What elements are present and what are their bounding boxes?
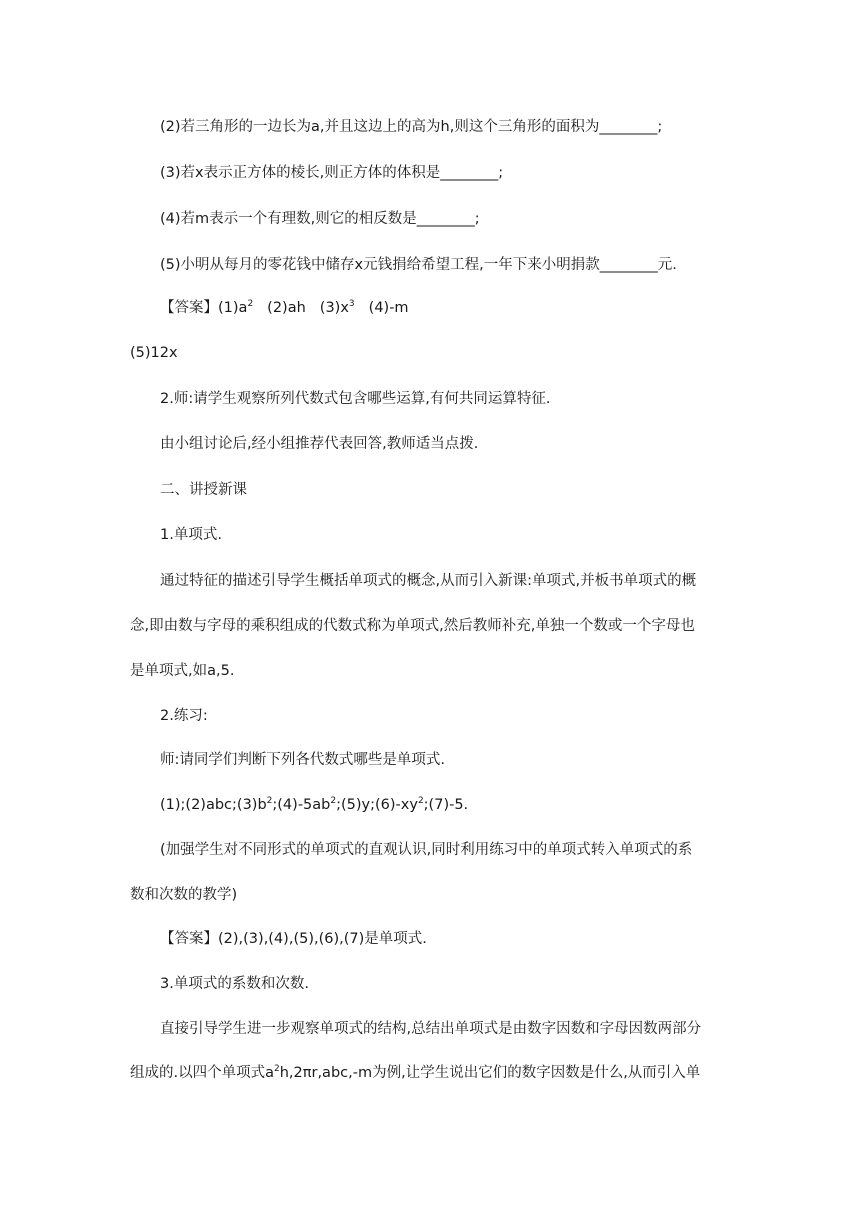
answer-block-2 — [160, 929, 427, 949]
exercise-list — [160, 795, 468, 815]
paragraph-1-line-2: 念,即由数与字母的乘积组成的代数式称为单项式,然后教师补充,单独一个数或一个字母也 — [130, 618, 695, 634]
teacher-question: 师:请同学们判断下列各代数式哪些是单项式. — [160, 752, 445, 768]
paragraph-2-line-2 — [130, 1063, 700, 1083]
item-2-heading: 2.练习: — [160, 708, 208, 724]
note-line-1: (加强学生对不同形式的单项式的直观认识,同时利用练习中的单项式转入单项式的系 — [160, 842, 693, 858]
exercise-exponent-3: 2 — [417, 796, 424, 806]
paragraph-2-line-1: 直接引导学生进一步观察单项式的结构,总结出单项式是由数字因数和字母因数两部分 — [160, 1021, 702, 1037]
answer-item-3: (3)x — [319, 300, 349, 316]
exercise-part-1: (1);(2)abc;(3)b — [160, 797, 267, 813]
paragraph-2-part-2: h,2πr,abc,-m为例,让学生说出它们的数字因数是什么,从而引入单 — [279, 1065, 701, 1081]
exercise-part-4: ;(7)-5. — [423, 797, 469, 813]
paragraph-2-part-1: 组成的.以四个单项式a — [130, 1065, 274, 1081]
exercise-exponent-1: 2 — [266, 796, 273, 806]
answer-block-1 — [160, 298, 409, 318]
question-4: (4)若m表示一个有理数,则它的相反数是________; — [160, 211, 480, 227]
question-5: (5)小明从每月的零花钱中储存x元钱捐给希望工程,一年下来小明捐款________元. — [160, 257, 677, 273]
section-heading: 二、讲授新课 — [160, 482, 247, 498]
answer-item-3-exponent: 3 — [348, 299, 355, 309]
teacher-prompt-2: 2.师:请学生观察所列代数式包含哪些运算,有何共同运算特征. — [160, 391, 551, 407]
answer-text: (2),(3),(4),(5),(6),(7)是单项式. — [218, 931, 427, 947]
item-1-heading: 1.单项式. — [160, 527, 222, 543]
answer-item-1: (1)a — [218, 300, 248, 316]
question-2: (2)若三角形的一边长为a,并且这边上的高为h,则这个三角形的面积为________; — [160, 119, 663, 135]
item-3-heading: 3.单项式的系数和次数. — [160, 976, 309, 992]
answer-item-5: (5)12x — [130, 345, 178, 361]
answer-label: 【答案】 — [160, 300, 218, 316]
group-discussion: 由小组讨论后,经小组推荐代表回答,教师适当点拨. — [160, 436, 479, 452]
answer-item-2: (2)ah — [267, 300, 306, 316]
answer-item-4: (4)-m — [368, 300, 409, 316]
question-3: (3)若x表示正方体的棱长,则正方体的体积是________; — [160, 165, 504, 181]
exercise-exponent-2: 2 — [330, 796, 337, 806]
paragraph-1-line-1: 通过特征的描述引导学生概括单项式的概念,从而引入新课:单项式,并板书单项式的概 — [160, 573, 697, 589]
exercise-part-3: ;(5)y;(6)-xy — [336, 797, 418, 813]
paragraph-1-line-3: 是单项式,如a,5. — [130, 663, 235, 679]
note-line-2: 数和次数的教学) — [130, 887, 238, 903]
answer-label: 【答案】 — [160, 931, 218, 947]
answer-item-1-exponent: 2 — [247, 299, 254, 309]
paragraph-2-exponent: 2 — [274, 1064, 280, 1074]
exercise-part-2: ;(4)-5ab — [272, 797, 331, 813]
